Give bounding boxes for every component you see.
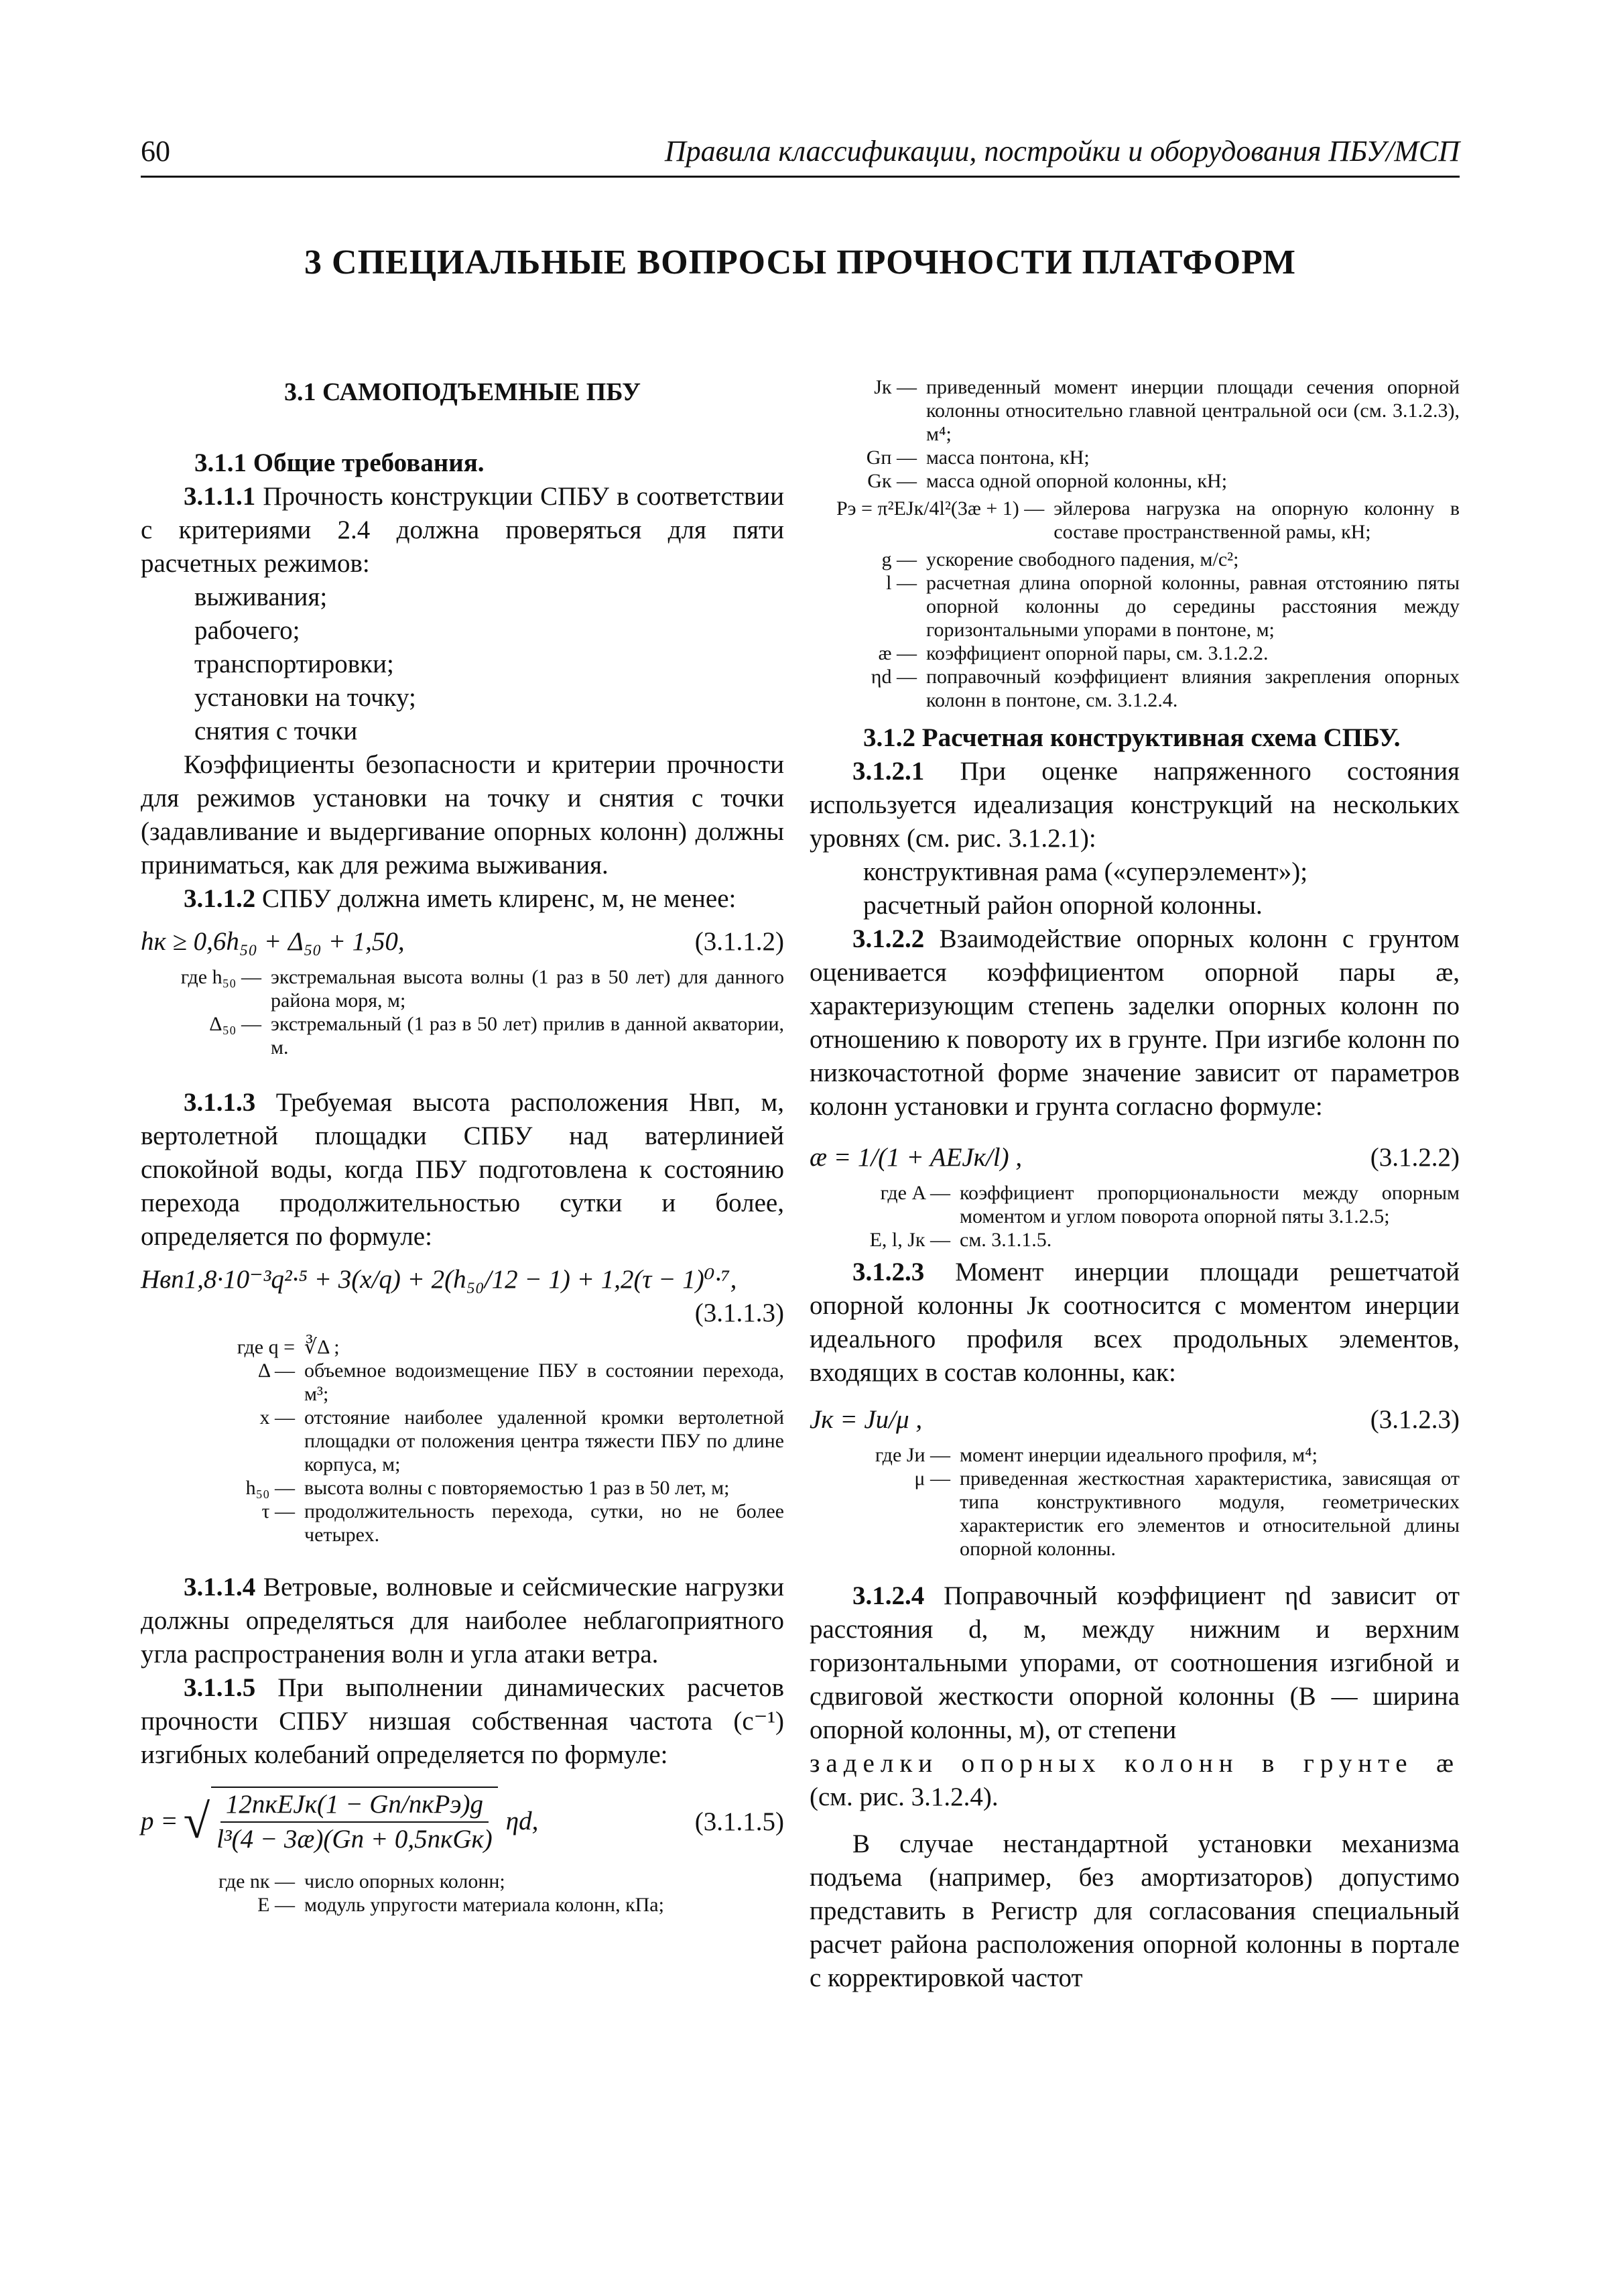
paragraph-coefficients: Коэффициенты безопасности и критерии прочности для режимов установки на точку и снятия с точки (задавливание и выдергивание опорных колонн) должны приниматься, как для режима выживания. — [141, 750, 784, 880]
definition-text: приведенная жесткостная характеристика, зависящая от типа конструктивного модуля, геометрических характеристик его элементов и относительной длины опорной колонны. — [960, 1467, 1460, 1560]
clause-text: Момент инерции площади решетчатой опорной колонны Jк соотносится с моментом инерции идеального профиля всех продольных элементов, входящих в состав колонны, как: — [810, 1258, 1460, 1387]
definition-symbol: æ — — [878, 642, 917, 664]
definition-symbol: Jк — — [874, 376, 917, 398]
equation-number: (3.1.2.2) — [1370, 1143, 1460, 1172]
definitions-3-1-2-3 — [810, 1443, 1460, 1561]
fraction — [211, 1787, 498, 1856]
right-column — [810, 375, 1460, 1995]
definition-row — [810, 497, 1460, 544]
definition-text: отстояние наиболее удаленной кромки вертолетной площадки от положения центра тяжести ПБУ по длине корпуса, м; — [304, 1406, 784, 1475]
list-item: выживания; — [194, 583, 328, 611]
formula-3-1-2-3 — [810, 1403, 1460, 1437]
definition-symbol: E — — [257, 1894, 295, 1916]
clause-text: При оценке напряженного состояния используется идеализация конструкций на нескольких уровнях (см. рис. 3.1.2.1): — [810, 757, 1460, 853]
equation-number: (3.1.1.5) — [694, 1807, 784, 1836]
equation-number: (3.1.1.3) — [694, 1298, 784, 1327]
definitions-3-1-1-2 — [141, 965, 784, 1059]
definition-text: поправочный коэффициент влияния закрепления опорных колонн в понтоне, см. 3.1.2.4. — [926, 666, 1460, 711]
definition-row — [141, 1870, 784, 1893]
definition-symbol: μ — — [914, 1467, 950, 1490]
formula-body: Jк = Jи/μ , — [810, 1405, 923, 1434]
header-rule — [141, 176, 1460, 178]
list-item: конструктивная рама («суперэлемент»); — [863, 857, 1308, 886]
definition-symbol: где Jи — — [875, 1444, 950, 1466]
clause-text: При выполнении динамических расчетов прочности СПБУ низшая собственная частота (с⁻¹) изгибных колебаний определяется по формуле: — [141, 1673, 784, 1769]
fraction-numerator: 12nкEJк(1 − Gп/nкPэ)g — [220, 1788, 489, 1823]
fraction-denominator: l³(4 − 3æ)(Gп + 0,5nкGк) — [216, 1825, 493, 1854]
definition-row — [141, 1476, 784, 1500]
clause-number: 3.1.2.1 — [852, 757, 925, 786]
definition-text: число опорных колонн; — [304, 1870, 505, 1892]
equation-number: (3.1.1.2) — [694, 927, 784, 956]
definition-row — [810, 1467, 1460, 1561]
definition-symbol: x — — [259, 1406, 295, 1429]
definition-row — [810, 375, 1460, 446]
formula-3-1-2-2 — [810, 1141, 1460, 1174]
paragraph-3-1-1-5 — [141, 1671, 784, 1772]
formula-3-1-1-5 — [141, 1787, 784, 1860]
definition-symbol: l — — [886, 572, 917, 594]
definition-text: ∛Δ ; — [304, 1336, 340, 1358]
sqrt-icon: √ — [183, 1795, 210, 1848]
paragraph-3-1-1-1 — [141, 480, 784, 581]
definition-symbol: E, l, Jк — — [869, 1229, 950, 1251]
paragraph-3-1-1-4 — [141, 1571, 784, 1671]
clause-number: 3.1.1.3 — [184, 1088, 256, 1117]
definition-row — [810, 1443, 1460, 1467]
equation-number: (3.1.2.3) — [1370, 1405, 1460, 1434]
clause-text: Ветровые, волновые и сейсмические нагрузки должны определяться для наиболее неблагоприятного угла распространения волн и угла атаки ветра. — [141, 1573, 784, 1669]
clause-text: Взаимодействие опорных колонн с грунтом оценивается коэффициентом опорной пары æ, характеризующим степень заделки опорных колонн по отношению к повороту их в грунте. При изгибе колонн по низкочастотной форме значение зависит от параметров колонн установки и грунта согласно формуле: — [810, 924, 1460, 1121]
formula-body: Hвп1,8·10⁻³q²·⁵ + 3(x/q) + 2(h₅₀/12 − 1) + 1,2(τ − 1)⁰·⁷, — [141, 1265, 737, 1294]
definition-text: экстремальная высота волны (1 раз в 50 лет) для данного района моря, м; — [271, 966, 784, 1012]
definition-row — [141, 1012, 784, 1059]
definition-row — [810, 665, 1460, 712]
spaced-line: заделки опорных колонн в грунте æ — [810, 1749, 1460, 1778]
list-item: установки на точку; — [194, 683, 416, 712]
definition-row — [810, 446, 1460, 469]
list-item: снятия с точки — [194, 717, 358, 745]
chapter-title: 3 СПЕЦИАЛЬНЫЕ ВОПРОСЫ ПРОЧНОСТИ ПЛАТФОРМ — [304, 243, 1296, 282]
clause-text: Прочность конструкции СПБУ в соответствии с критериями 2.4 должна проверяться для пяти расчетных режимов: — [141, 482, 784, 578]
definition-symbol: h₅₀ — — [245, 1477, 295, 1499]
clause-number: 3.1.2.4 — [852, 1581, 925, 1610]
definition-text: продолжительность перехода, сутки, но не более четырех. — [304, 1500, 784, 1546]
paragraph-3-1-2-1 — [810, 755, 1460, 855]
paragraph-3-1-1-3 — [141, 1086, 784, 1254]
list-item: рабочего; — [194, 616, 300, 645]
definition-text: расчетная длина опорной колонны, равная отстоянию пяты опорной колонны до середины расстояния между горизонтальными упорами в понтоне, м; — [926, 572, 1460, 641]
definition-row — [141, 1500, 784, 1547]
definition-text: масса одной опорной колонны, кН; — [926, 470, 1228, 492]
clause-number: 3.1.2.2 — [852, 924, 925, 953]
definition-text: момент инерции идеального профиля, м⁴; — [960, 1444, 1318, 1466]
formula-lhs: p = — [141, 1807, 178, 1835]
definition-symbol: Pэ = π²EJк/4l²(3æ + 1) — — [836, 497, 1045, 520]
subsection-3-1-2: 3.1.2 Расчетная конструктивная схема СПБУ. — [863, 723, 1401, 752]
definition-symbol: Gп — — [866, 446, 917, 469]
formula-3-1-1-3 — [141, 1263, 784, 1330]
definition-text: эйлерова нагрузка на опорную колонну в составе пространственной рамы, кН; — [1053, 497, 1460, 543]
paragraph-3-1-2-2 — [810, 922, 1460, 1124]
definition-text: коэффициент пропорциональности между опорным моментом и углом поворота опорной пяты 3.1.2.5; — [960, 1182, 1460, 1227]
definitions-3-1-2-2 — [810, 1181, 1460, 1252]
clause-number: 3.1.1.4 — [184, 1573, 256, 1602]
clause-number: 3.1.1.2 — [184, 884, 256, 913]
definition-row — [810, 548, 1460, 571]
running-title: Правила классификации, постройки и оборудования ПБУ/МСП — [664, 135, 1460, 168]
paragraph-nonstandard: В случае нестандартной установки механизма подъема (например, без амортизаторов) допустимо представить в Регистр для согласования специальный расчет района расположения опорной колонны в портале с корректировкой частот — [810, 1829, 1460, 1992]
definition-row — [141, 1335, 784, 1359]
definition-symbol: где q = — [237, 1336, 295, 1358]
clause-text: СПБУ должна иметь клиренс, м, не менее: — [255, 884, 737, 913]
page-number: 60 — [141, 135, 170, 168]
section-title: 3.1 САМОПОДЪЕМНЫЕ ПБУ — [283, 378, 641, 406]
definitions-continued — [810, 375, 1460, 712]
definition-row — [810, 571, 1460, 642]
definition-text: коэффициент опорной пары, см. 3.1.2.2. — [926, 642, 1269, 664]
definition-row — [141, 1359, 784, 1406]
definition-symbol: g — — [881, 548, 917, 570]
list-item: расчетный район опорной колонны. — [863, 891, 1263, 920]
paragraph-3-1-2-4 — [810, 1579, 1460, 1747]
definitions-3-1-1-3 — [141, 1335, 784, 1547]
definition-symbol: где A — — [880, 1182, 950, 1204]
definition-symbol: где nк — — [218, 1870, 295, 1892]
definition-row — [810, 469, 1460, 493]
definition-text: модуль упругости материала колонн, кПа; — [304, 1894, 664, 1916]
definition-text: масса понтона, кН; — [926, 446, 1090, 469]
paragraph-3-1-1-2 — [141, 882, 784, 916]
definitions-3-1-1-5 — [141, 1870, 784, 1917]
definition-row — [810, 1181, 1460, 1228]
definition-symbol: ηd — — [871, 666, 917, 688]
definition-text: приведенный момент инерции площади сечения опорной колонны относительно главной центральной оси (см. 3.1.2.3), м⁴; — [926, 376, 1460, 445]
formula-rhs: ηd, — [505, 1807, 539, 1835]
definition-text: объемное водоизмещение ПБУ в состоянии перехода, м³; — [304, 1360, 784, 1405]
definition-text: ускорение свободного падения, м/с²; — [926, 548, 1239, 570]
definition-row — [810, 642, 1460, 665]
formula-body: æ = 1/(1 + AEJк/l) , — [810, 1143, 1023, 1172]
figure-reference: (см. рис. 3.1.2.4). — [810, 1783, 999, 1811]
paragraph-3-1-2-3 — [810, 1256, 1460, 1390]
definition-text: высота волны с повторяемостью 1 раз в 50 лет, м; — [304, 1477, 730, 1499]
definition-row — [141, 1406, 784, 1476]
clause-text: Требуемая высота расположения Hвп, м, вертолетной площадки СПБУ над ватерлинией спокойной воды, когда ПБУ подготовлена к состоянию перехода продолжительностью сутки и более, определяется по формуле: — [141, 1088, 784, 1251]
clause-number: 3.1.2.3 — [852, 1258, 925, 1286]
list-item: транспортировки; — [194, 650, 394, 678]
formula-body — [141, 1787, 538, 1856]
definition-symbol: Gк — — [867, 470, 917, 492]
definition-symbol: Δ₅₀ — — [209, 1013, 261, 1035]
definition-symbol: где h₅₀ — — [180, 966, 261, 988]
definition-text: см. 3.1.1.5. — [960, 1229, 1052, 1251]
clause-number: 3.1.1.5 — [184, 1673, 256, 1702]
definition-row — [810, 1228, 1460, 1252]
left-column — [141, 375, 784, 1917]
definition-row — [141, 1893, 784, 1917]
formula-3-1-1-2 — [141, 925, 784, 959]
definition-text: экстремальный (1 раз в 50 лет) прилив в данной акватории, м. — [271, 1013, 784, 1059]
clause-number: 3.1.1.1 — [184, 482, 256, 511]
formula-body: hк ≥ 0,6h₅₀ + Δ₅₀ + 1,50, — [141, 927, 405, 956]
subsection-3-1-1: 3.1.1 Общие требования. — [194, 448, 485, 477]
definition-row — [141, 965, 784, 1012]
clause-text: Поправочный коэффициент ηd зависит от расстояния d, м, между нижним и верхним горизонтальными упорами, от соотношения изгибной и сдвиговой жесткости опорной колонны (B — ширина опорной колонны, м), от степени — [810, 1581, 1460, 1744]
definition-symbol: τ — — [261, 1500, 295, 1522]
definition-symbol: Δ — — [257, 1360, 295, 1382]
